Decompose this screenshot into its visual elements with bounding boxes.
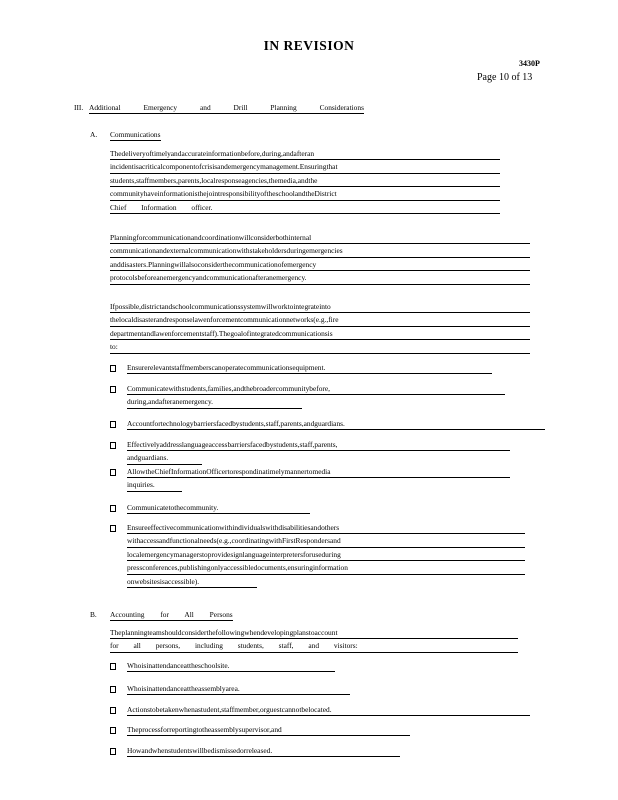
- bullet-line: Howandwhenstudentswillbedismissedorreleased.: [127, 747, 400, 757]
- bullet-line: Theprocessforreportingtotheassemblysupervisor,and: [127, 726, 410, 736]
- bullet-text: [127, 364, 492, 377]
- paragraph-line: Planningforcommunicationandcoordinationwillconsiderbothinternal: [110, 234, 530, 244]
- bullet-line: pressconferences,publishingonlyaccessibledocuments,ensuringinformation: [127, 564, 525, 574]
- bullet-line: Effectivelyaddresslanguageaccessbarriersfacedbystudents,staff,parents,: [127, 441, 510, 451]
- bullet-box-icon: [110, 505, 116, 512]
- section-b-heading: [90, 611, 233, 621]
- bullet-box-icon: [110, 686, 116, 693]
- bullet-line: during,andafteranemergency.: [127, 398, 302, 408]
- bullet-box-icon: [110, 442, 116, 449]
- section-a-heading: [90, 131, 161, 141]
- bullet-text: [127, 706, 530, 719]
- bullet-line: Whoisinattendanceattheassemblyarea.: [127, 685, 350, 695]
- paragraph-line: Ifpossible,districtandschoolcommunicationssystemwillworktointegrateinto: [110, 303, 530, 313]
- paragraph-line: Chief Information officer.: [110, 204, 500, 214]
- bullet-box-icon: [110, 469, 116, 476]
- bullet-line: andguardians.: [127, 454, 202, 464]
- bullet-line: Accountfortechnologybarriersfacedbystudents,staff,parents,andguardians.: [127, 420, 545, 430]
- section-iii-title: Additional Emergency and Drill Planning Considerations: [89, 104, 364, 114]
- bullet-line: onwebsitesisaccessible).: [127, 578, 257, 588]
- section-b-letter: B.: [90, 610, 97, 619]
- bullet-box-icon: [110, 727, 116, 734]
- section-iii-number: III.: [74, 103, 84, 112]
- paragraph-line: Theplanningteamshouldconsiderthefollowingwhendevelopingplanstoaccount: [110, 629, 518, 639]
- bullet-text: [127, 747, 400, 760]
- bullet-text: [127, 504, 310, 517]
- bullet-box-icon: [110, 748, 116, 755]
- paragraph-line: incidentisacriticalcomponentofcrisisandemergencymanagement.Ensuringthat: [110, 163, 500, 173]
- bullet-text: [127, 685, 350, 698]
- section-a-letter: A.: [90, 130, 98, 139]
- page-title: IN REVISION: [263, 38, 355, 53]
- bullet-line: withaccessandfunctionalneeds(e.g.,coordinatingwithFirstRespondersand: [127, 537, 525, 547]
- document-number: 3430P: [519, 59, 540, 68]
- bullet-box-icon: [110, 707, 116, 714]
- paragraph-line: to:: [110, 343, 530, 353]
- bullet-line: localemergencymanagerstoprovidesignlanguageinterpretersforuseduring: [127, 551, 525, 561]
- paragraph-line: students,staffmembers,parents,localresponseagencies,themedia,andthe: [110, 177, 500, 187]
- bullet-line: Communicatetothecommunity.: [127, 504, 310, 514]
- bullet-line: Actionstobetakenwhenastudent,staffmember,orguestcannotbelocated.: [127, 706, 530, 716]
- bullet-line: Whoisinattendanceattheschoolsite.: [127, 662, 335, 672]
- bullet-text: [127, 726, 410, 739]
- bullet-line: Ensureeffectivecommunicationwithindividualswithdisabilitiesandothers: [127, 524, 525, 534]
- bullet-line: Communicatewithstudents,families,andthebroadercommunitybefore,: [127, 385, 505, 395]
- paragraph-line: departmentandlawenforcementstaff).Thegoalofintegratedcommunicationsis: [110, 330, 530, 340]
- bullet-box-icon: [110, 386, 116, 393]
- page-number: Page 10 of 13: [477, 72, 533, 83]
- bullet-text: [127, 441, 510, 468]
- paragraph-line: protocolsbeforeanemergencyandcommunicationafteranemergency.: [110, 274, 530, 284]
- bullet-box-icon: [110, 525, 116, 532]
- bullet-box-icon: [110, 365, 116, 372]
- bullet-box-icon: [110, 421, 116, 428]
- section-b-title: Accounting for All Persons: [110, 611, 233, 621]
- bullet-text: [127, 468, 510, 495]
- section-a-title: Communications: [110, 131, 161, 141]
- bullet-line: inquiries.: [127, 481, 182, 491]
- bullet-text: [127, 524, 525, 591]
- section-a-paragraph-1: [110, 150, 500, 217]
- bullet-line: AllowtheChiefInformationOfficertorespondinatimelymannertomedia: [127, 468, 510, 478]
- paragraph-line: anddisasters.Planningwillalsoconsiderthecommunicationofemergency: [110, 261, 530, 271]
- section-a-paragraph-2: [110, 234, 530, 288]
- paragraph-line: communityhaveinformationisthejointresponsibilityoftheschoolandtheDistrict: [110, 190, 500, 200]
- paragraph-line: for all persons, including students, staff, and visitors:: [110, 642, 518, 652]
- bullet-line: Ensurerelevantstaffmemberscanoperatecommunicationsequipment.: [127, 364, 492, 374]
- paragraph-line: thelocaldisasterandresponselawenforcementcommunicationnetworks(e.g.,fire: [110, 316, 530, 326]
- bullet-text: [127, 420, 545, 433]
- paragraph-line: Thedeliveryoftimelyandaccurateinformationbefore,during,andafteran: [110, 150, 500, 160]
- section-a-paragraph-3: [110, 303, 530, 357]
- paragraph-line: communicationandexternalcommunicationwithstakeholdersduringemergencies: [110, 247, 530, 257]
- bullet-text: [127, 662, 335, 675]
- bullet-box-icon: [110, 663, 116, 670]
- bullet-text: [127, 385, 505, 412]
- section-b-paragraph-1: [110, 629, 518, 656]
